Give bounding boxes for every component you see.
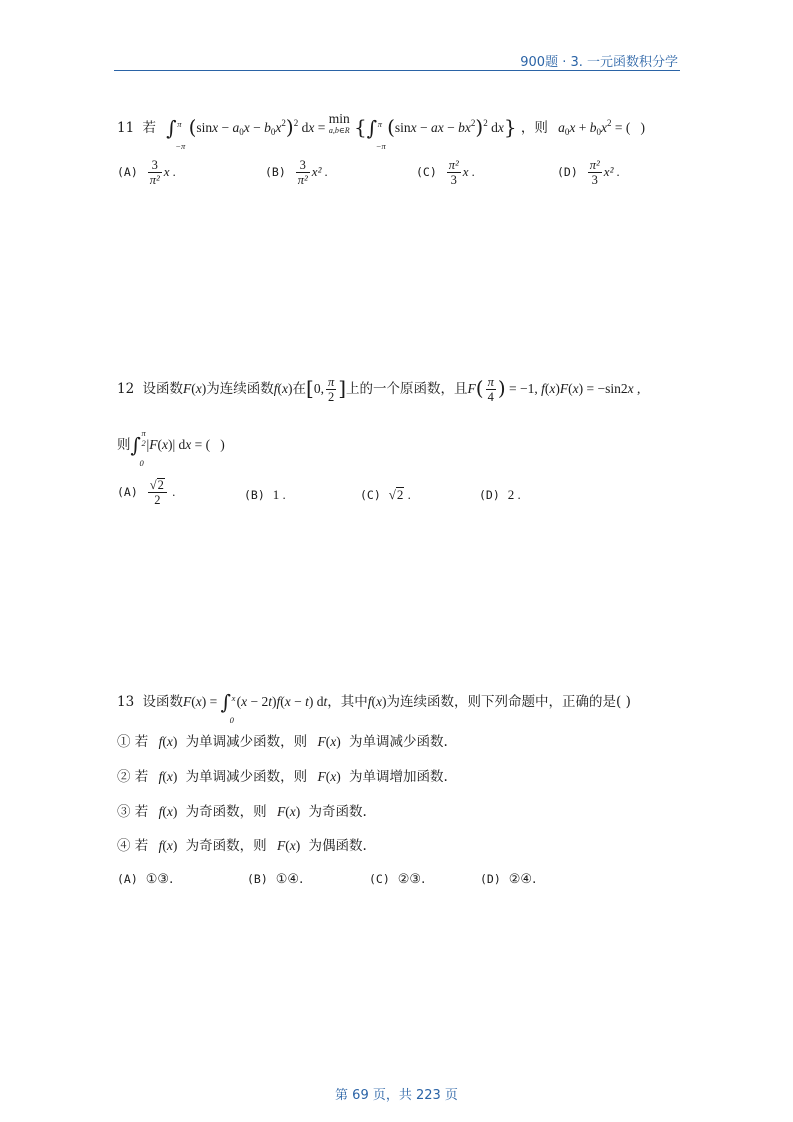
q13-statement-3: ③ 若 f(x) 为奇函数，则 F(x) 为奇函数. xyxy=(117,804,367,820)
question-12-line2: 则∫ π 2 0 |F(x)| dx = ( ) xyxy=(117,428,225,468)
min-operator: min xyxy=(328,111,350,126)
q13-statement-2: ② 若 f(x) 为单调减少函数，则 F(x) 为单调增加函数. xyxy=(117,769,448,785)
header-rule xyxy=(114,70,680,71)
sin-text: sin xyxy=(196,120,213,135)
question-number: 12 xyxy=(117,381,135,397)
q13-statement-4: ④ 若 f(x) 为奇函数，则 F(x) 为偶函数. xyxy=(117,838,367,854)
q12-option-c[interactable]: (C) √2 . xyxy=(360,487,411,502)
q12-option-d[interactable]: (D) 2 . xyxy=(479,487,521,502)
question-11-stem: 11 若 ∫ π −π $(\sin x - a_0x - b_0x^2)^2$ dx = min a,b∈R {∫ π −π (sinx − ax − $bx^2)^2$ dx} ，则 $a_0x + b_0x^2$ = ( ) xyxy=(117,111,646,151)
integral-sign: ∫ π −π xyxy=(366,116,386,151)
integral-sign: ∫ x 0 xyxy=(220,690,236,725)
integral-sign: ∫ π 2 0 xyxy=(130,428,146,468)
q11-option-d[interactable]: (D) $\frac{\text{π²}}{3}$ x² . xyxy=(557,158,620,187)
q12-option-a[interactable]: (A) $\frac{√2}{2}$ . xyxy=(117,478,176,507)
running-header: 900题 · 3. 一元函数积分学 xyxy=(520,55,678,70)
question-number: 13 xyxy=(117,694,135,710)
question-13-stem: 13 设函数F(x) = ∫ x 0 (x − 2t)f(x − t) dt，其中f(x)为连续函数，则下列命题中，正确的是( ) xyxy=(117,690,631,725)
q13-option-c[interactable]: (C) ②③. xyxy=(369,872,426,887)
q11-option-a[interactable]: (A) $\frac{3}{\text{π²}}$ x . xyxy=(117,158,177,187)
question-number: 11 xyxy=(117,120,135,136)
q13-statement-1: ① 若 f(x) 为单调减少函数，则 F(x) 为单调减少函数. xyxy=(117,734,448,750)
q11-option-b[interactable]: (B) $\frac{3}{\text{π²}}$ x² . xyxy=(265,158,328,187)
q13-option-d[interactable]: (D) ②④. xyxy=(480,872,537,887)
page-footer: 第 69 页，共 223 页 xyxy=(335,1088,458,1103)
q13-option-b[interactable]: (B) ①④. xyxy=(247,872,304,887)
min-subscript: a,b∈R xyxy=(328,126,350,135)
q13-option-a[interactable]: (A) ①③. xyxy=(117,872,174,887)
integral-sign: ∫ π −π xyxy=(166,116,186,151)
q11-option-c[interactable]: (C) $\frac{\text{π²}}{3}$ x . xyxy=(416,158,476,187)
then-text: ，则 xyxy=(520,120,548,136)
q12-option-b[interactable]: (B) 1 . xyxy=(244,487,286,502)
question-word: 若 xyxy=(142,120,156,136)
question-12-stem: 12 设函数F(x)为连续函数f(x)在[0, $\frac{\pi}{2}$ ]上的一个原函数，且F( $\frac{\pi}{4}$ ) = −1, f(x)F(x) = −sin2x , xyxy=(117,375,641,404)
